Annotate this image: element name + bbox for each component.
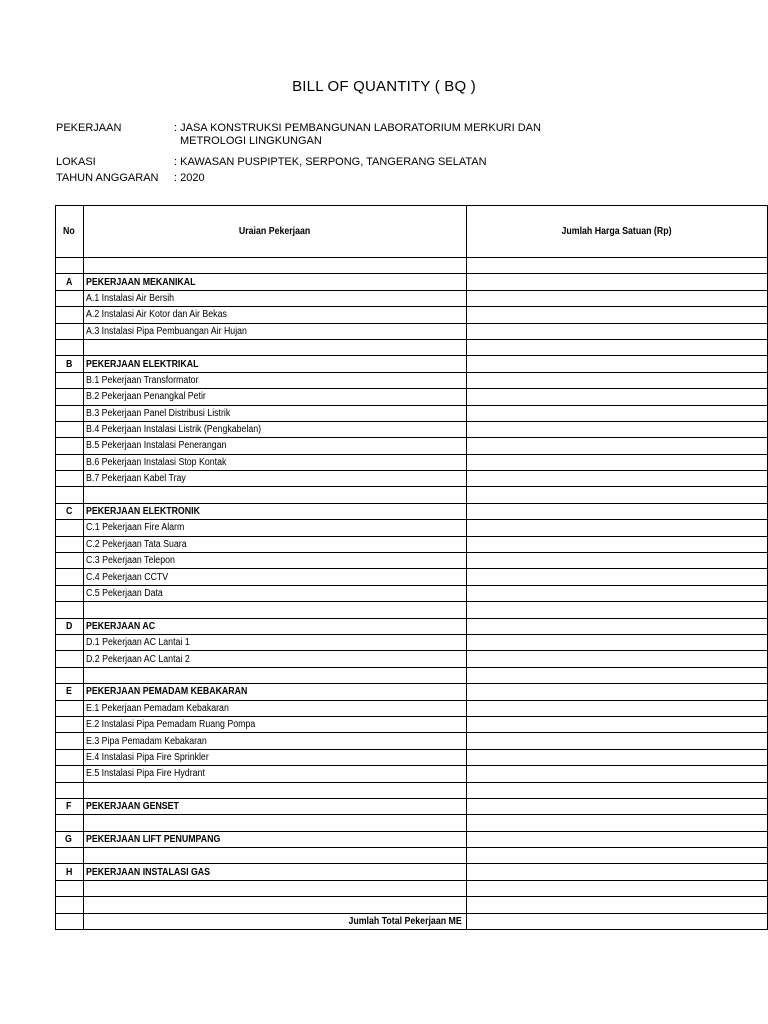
harga-cell <box>466 733 767 749</box>
item-description <box>83 766 466 782</box>
section-no <box>56 684 84 700</box>
item-text: C.1 Pekerjaan Fire Alarm <box>85 522 184 534</box>
item-description <box>83 372 466 388</box>
section-name <box>83 831 466 847</box>
item-text: A.3 Instalasi Pipa Pembuangan Air Hujan <box>85 325 247 337</box>
no-cell <box>56 569 84 585</box>
no-cell <box>56 520 84 536</box>
table-header-row <box>56 206 768 258</box>
uraian-cell <box>83 848 466 864</box>
item-text: D.1 Pekerjaan AC Lantai 1 <box>85 637 190 649</box>
harga-cell <box>466 716 767 732</box>
harga-cell <box>466 831 767 847</box>
uraian-cell <box>83 602 466 618</box>
item-text: B.5 Pekerjaan Instalasi Penerangan <box>85 440 226 452</box>
item-text: B.2 Pekerjaan Penangkal Petir <box>85 391 206 403</box>
item-text: B.4 Pekerjaan Instalasi Listrik (Pengkabelan) <box>85 424 261 436</box>
item-row <box>56 323 768 339</box>
section-row <box>56 798 768 814</box>
no-cell <box>56 667 84 683</box>
uraian-cell <box>83 667 466 683</box>
harga-cell <box>466 815 767 831</box>
no-cell <box>56 716 84 732</box>
section-no-text: A <box>65 276 73 288</box>
blank-row <box>56 782 768 798</box>
harga-cell <box>466 848 767 864</box>
no-cell <box>56 651 84 667</box>
harga-cell <box>466 700 767 716</box>
blank-row <box>56 897 768 913</box>
section-name-text: PEKERJAAN PEMADAM KEBAKARAN <box>85 686 247 698</box>
blank-row <box>56 667 768 683</box>
harga-cell <box>466 553 767 569</box>
uraian-cell <box>83 487 466 503</box>
item-row <box>56 471 768 487</box>
section-name <box>83 684 466 700</box>
lokasi-value: : KAWASAN PUSPIPTEK, SERPONG, TANGERANG SELATAN <box>174 156 487 168</box>
no-cell <box>56 421 84 437</box>
section-no-text: H <box>65 866 73 878</box>
section-no <box>56 831 84 847</box>
harga-cell <box>466 405 767 421</box>
total-label-text: Jumlah Total Pekerjaan ME <box>348 915 462 927</box>
section-name-text: PEKERJAAN INSTALASI GAS <box>85 866 210 878</box>
item-description <box>83 389 466 405</box>
pekerjaan-value-cont: METROLOGI LINGKUNGAN <box>180 135 322 147</box>
lokasi-label: LOKASI <box>56 156 96 168</box>
item-row <box>56 421 768 437</box>
section-no-text: B <box>65 358 73 370</box>
blank-row <box>56 815 768 831</box>
section-no <box>56 798 84 814</box>
harga-cell <box>466 438 767 454</box>
section-no <box>56 503 84 519</box>
harga-cell <box>466 487 767 503</box>
item-description <box>83 454 466 470</box>
harga-cell <box>466 897 767 913</box>
no-cell <box>56 471 84 487</box>
section-no-text: G <box>65 833 73 845</box>
item-row <box>56 405 768 421</box>
item-text: C.4 Pekerjaan CCTV <box>85 571 168 583</box>
section-name-text: PEKERJAAN MEKANIKAL <box>85 276 196 288</box>
harga-cell <box>466 684 767 700</box>
no-cell <box>56 405 84 421</box>
section-no <box>56 356 84 372</box>
item-row <box>56 389 768 405</box>
no-cell <box>56 815 84 831</box>
item-text: E.4 Instalasi Pipa Fire Sprinkler <box>85 751 209 763</box>
harga-cell <box>466 356 767 372</box>
item-description <box>83 700 466 716</box>
item-text: C.5 Pekerjaan Data <box>85 588 163 599</box>
tahun-value: : 2020 <box>174 172 205 184</box>
harga-cell <box>466 421 767 437</box>
item-description <box>83 634 466 650</box>
item-row <box>56 749 768 765</box>
item-text: E.5 Instalasi Pipa Fire Hydrant <box>85 768 205 780</box>
harga-cell <box>466 569 767 585</box>
section-name <box>83 503 466 519</box>
table-body <box>56 258 768 930</box>
section-no <box>56 864 84 880</box>
no-cell <box>56 913 84 929</box>
no-cell <box>56 602 84 618</box>
no-cell <box>56 848 84 864</box>
item-row <box>56 520 768 536</box>
section-name-text: PEKERJAAN ELEKTRONIK <box>85 506 200 518</box>
section-name <box>83 618 466 634</box>
item-row <box>56 651 768 667</box>
harga-cell <box>466 290 767 306</box>
item-row <box>56 585 768 601</box>
header-uraian: Uraian Pekerjaan <box>83 206 466 258</box>
item-row <box>56 569 768 585</box>
no-cell <box>56 585 84 601</box>
uraian-cell <box>83 897 466 913</box>
blank-row <box>56 848 768 864</box>
harga-cell <box>466 880 767 896</box>
item-row <box>56 553 768 569</box>
item-description <box>83 651 466 667</box>
section-no-text: E <box>65 686 72 698</box>
header-harga: Jumlah Harga Satuan (Rp) <box>466 206 767 258</box>
item-description <box>83 438 466 454</box>
harga-cell <box>466 339 767 355</box>
item-description <box>83 323 466 339</box>
harga-cell <box>466 602 767 618</box>
section-name-text: PEKERJAAN AC <box>85 620 155 632</box>
section-row <box>56 684 768 700</box>
no-cell <box>56 700 84 716</box>
harga-cell <box>466 323 767 339</box>
item-text: A.2 Instalasi Air Kotor dan Air Bekas <box>85 309 227 321</box>
item-description <box>83 749 466 765</box>
harga-cell <box>466 618 767 634</box>
harga-cell <box>466 585 767 601</box>
harga-cell <box>466 274 767 290</box>
item-description <box>83 290 466 306</box>
bq-table <box>55 205 768 930</box>
harga-cell <box>466 520 767 536</box>
section-row <box>56 274 768 290</box>
no-cell <box>56 766 84 782</box>
pekerjaan-label: PEKERJAAN <box>56 122 122 134</box>
section-no-text: F <box>66 801 72 813</box>
header-no: No <box>56 206 84 258</box>
harga-cell <box>466 651 767 667</box>
harga-cell <box>466 307 767 323</box>
harga-cell <box>466 389 767 405</box>
pekerjaan-value: : JASA KONSTRUKSI PEMBANGUNAN LABORATORIUM MERKURI DAN <box>174 122 541 134</box>
harga-cell <box>466 258 767 274</box>
item-text: E.3 Pipa Pemadam Kebakaran <box>85 735 207 747</box>
item-description <box>83 716 466 732</box>
item-row <box>56 766 768 782</box>
section-name-text: PEKERJAAN ELEKTRIKAL <box>85 358 199 370</box>
section-name-text: PEKERJAAN GENSET <box>85 801 179 813</box>
item-description <box>83 536 466 552</box>
section-name <box>83 274 466 290</box>
no-cell <box>56 323 84 339</box>
item-description <box>83 733 466 749</box>
section-no-text: D <box>65 620 73 632</box>
harga-cell <box>466 372 767 388</box>
harga-cell <box>466 864 767 880</box>
blank-row <box>56 602 768 618</box>
item-description <box>83 569 466 585</box>
no-cell <box>56 307 84 323</box>
document-title: BILL OF QUANTITY ( BQ ) <box>292 78 476 95</box>
uraian-cell <box>83 815 466 831</box>
harga-cell <box>466 503 767 519</box>
total-row <box>56 913 768 929</box>
item-text: C.2 Pekerjaan Tata Suara <box>85 538 187 550</box>
item-text: B.1 Pekerjaan Transformator <box>85 374 199 386</box>
item-text: A.1 Instalasi Air Bersih <box>85 292 174 304</box>
no-cell <box>56 454 84 470</box>
section-no <box>56 274 84 290</box>
uraian-cell <box>83 339 466 355</box>
no-cell <box>56 634 84 650</box>
no-cell <box>56 372 84 388</box>
uraian-cell <box>83 782 466 798</box>
harga-cell <box>466 536 767 552</box>
item-row <box>56 307 768 323</box>
section-row <box>56 503 768 519</box>
harga-cell <box>466 782 767 798</box>
uraian-cell <box>83 258 466 274</box>
harga-cell <box>466 798 767 814</box>
no-cell <box>56 553 84 569</box>
item-row <box>56 454 768 470</box>
item-description <box>83 471 466 487</box>
section-name <box>83 798 466 814</box>
item-row <box>56 290 768 306</box>
item-text: B.3 Pekerjaan Panel Distribusi Listrik <box>85 407 230 419</box>
no-cell <box>56 733 84 749</box>
no-cell <box>56 438 84 454</box>
total-value-cell <box>466 913 767 929</box>
no-cell <box>56 487 84 503</box>
item-text: D.2 Pekerjaan AC Lantai 2 <box>85 653 190 665</box>
no-cell <box>56 749 84 765</box>
no-cell <box>56 258 84 274</box>
total-label <box>83 913 466 929</box>
harga-cell <box>466 749 767 765</box>
item-row <box>56 536 768 552</box>
no-cell <box>56 339 84 355</box>
item-row <box>56 438 768 454</box>
section-name <box>83 356 466 372</box>
no-cell <box>56 897 84 913</box>
blank-row <box>56 258 768 274</box>
no-cell <box>56 389 84 405</box>
item-description <box>83 553 466 569</box>
item-row <box>56 733 768 749</box>
item-row <box>56 634 768 650</box>
harga-cell <box>466 766 767 782</box>
item-text: C.3 Pekerjaan Telepon <box>85 555 175 567</box>
blank-row <box>56 339 768 355</box>
section-no-text: C <box>65 506 73 518</box>
item-description <box>83 520 466 536</box>
section-row <box>56 356 768 372</box>
item-text: E.1 Pekerjaan Pemadam Kebakaran <box>85 702 229 714</box>
harga-cell <box>466 471 767 487</box>
item-description <box>83 307 466 323</box>
item-text: E.2 Instalasi Pipa Pemadam Ruang Pompa <box>85 719 255 731</box>
item-description <box>83 405 466 421</box>
tahun-label: TAHUN ANGGARAN <box>56 172 159 184</box>
harga-cell <box>466 634 767 650</box>
section-name <box>83 864 466 880</box>
section-name-text: PEKERJAAN LIFT PENUMPANG <box>85 833 220 845</box>
harga-cell <box>466 454 767 470</box>
no-cell <box>56 536 84 552</box>
item-text: B.6 Pekerjaan Instalasi Stop Kontak <box>85 456 226 468</box>
section-no <box>56 618 84 634</box>
item-row <box>56 372 768 388</box>
item-description <box>83 585 466 601</box>
uraian-cell <box>83 880 466 896</box>
item-description <box>83 421 466 437</box>
harga-cell <box>466 667 767 683</box>
blank-row <box>56 487 768 503</box>
section-row <box>56 618 768 634</box>
section-row <box>56 864 768 880</box>
no-cell <box>56 782 84 798</box>
item-row <box>56 716 768 732</box>
section-row <box>56 831 768 847</box>
no-cell <box>56 290 84 306</box>
item-text: B.7 Pekerjaan Kabel Tray <box>85 473 186 485</box>
blank-row <box>56 880 768 896</box>
no-cell <box>56 880 84 896</box>
item-row <box>56 700 768 716</box>
